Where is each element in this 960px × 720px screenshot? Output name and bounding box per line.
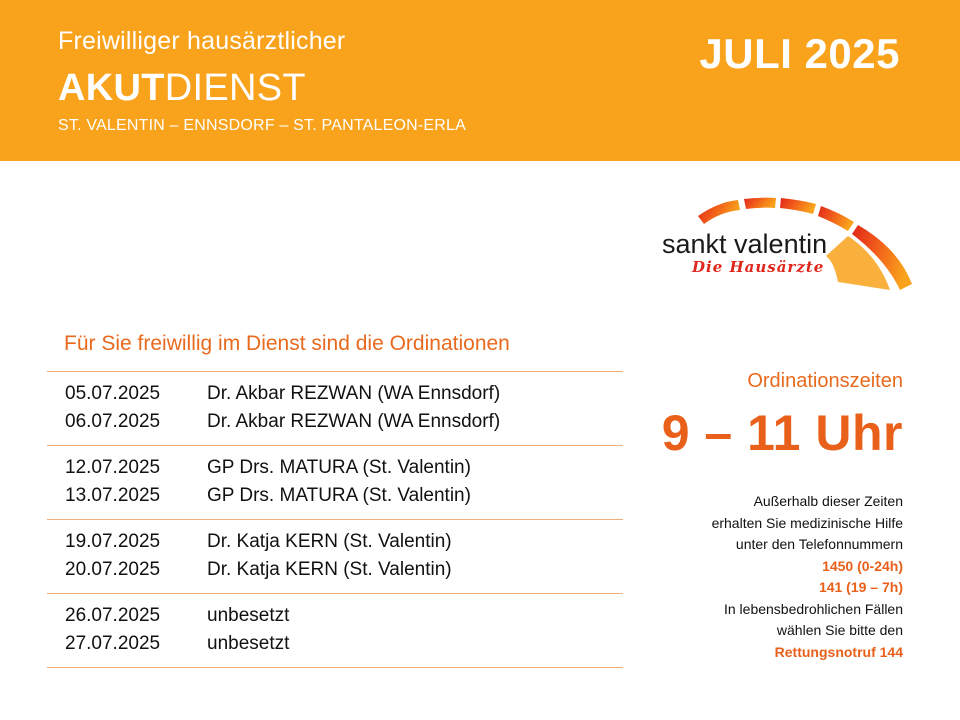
schedule-row [47,408,623,436]
info-line: wählen Sie bitte den [776,622,903,638]
duty-date: 13.07.2025 [65,485,161,506]
schedule-group [47,519,623,593]
phone-number: 1450 (0-24h) [822,557,903,574]
info-block [623,491,903,663]
header-banner [0,0,960,161]
info-line: In lebensbedrohlichen Fällen [723,600,903,617]
duty-date: 19.07.2025 [65,531,161,552]
schedule-group [47,593,623,668]
schedule-row [47,602,623,630]
info-line: erhalten Sie medizinische Hilfe [711,514,903,531]
duty-date: 12.07.2025 [65,457,161,478]
duty-doctor: unbesetzt [207,605,290,626]
duty-date: 06.07.2025 [65,411,161,432]
emergency-number: Rettungsnotruf 144 [774,643,903,660]
phone-number: 141 (19 – 7h) [818,579,903,595]
schedule-group [47,445,623,519]
duty-doctor: GP Drs. MATURA (St. Valentin) [207,457,471,478]
intro-text: Für Sie freiwillig im Dienst sind die Ordinationen [64,332,510,355]
duty-doctor: Dr. Katja KERN (St. Valentin) [207,531,452,552]
duty-date: 20.07.2025 [65,559,161,580]
duty-doctor: unbesetzt [207,633,290,654]
header-month: JULI 2025 [699,30,900,77]
schedule-row [47,556,623,584]
logo-name: sankt valentin [662,229,828,259]
info-line: unter den Telefonnummern [735,536,903,552]
duty-date: 05.07.2025 [65,383,161,404]
duty-doctor: GP Drs. MATURA (St. Valentin) [207,485,471,506]
duty-date: 26.07.2025 [65,605,161,626]
header-places: ST. VALENTIN – ENNSDORF – ST. PANTALEON-ERLA [58,117,467,134]
schedule-group [47,371,623,445]
duty-doctor: Dr. Akbar REZWAN (WA Ennsdorf) [207,383,501,404]
duty-schedule [47,371,623,668]
logo-tagline: Die Hausärzte [692,258,825,276]
header-subtitle: Freiwilliger hausärztlicher [58,27,346,55]
schedule-row [47,528,623,556]
schedule-row [47,380,623,408]
hours-time: 9 – 11 Uhr [661,405,903,461]
schedule-row [47,454,623,482]
schedule-row [47,482,623,510]
info-line: Außerhalb dieser Zeiten [753,493,903,509]
duty-doctor: Dr. Akbar REZWAN (WA Ennsdorf) [207,411,501,432]
sankt-valentin-logo [658,196,914,296]
hours-label: Ordinationszeiten [747,370,903,392]
duty-doctor: Dr. Katja KERN (St. Valentin) [207,559,452,580]
header-title [58,66,306,110]
header-title-bold: AKUT [58,67,165,109]
duty-date: 27.07.2025 [65,633,161,654]
header-title-light: DIENST [164,67,306,109]
schedule-row [47,630,623,658]
